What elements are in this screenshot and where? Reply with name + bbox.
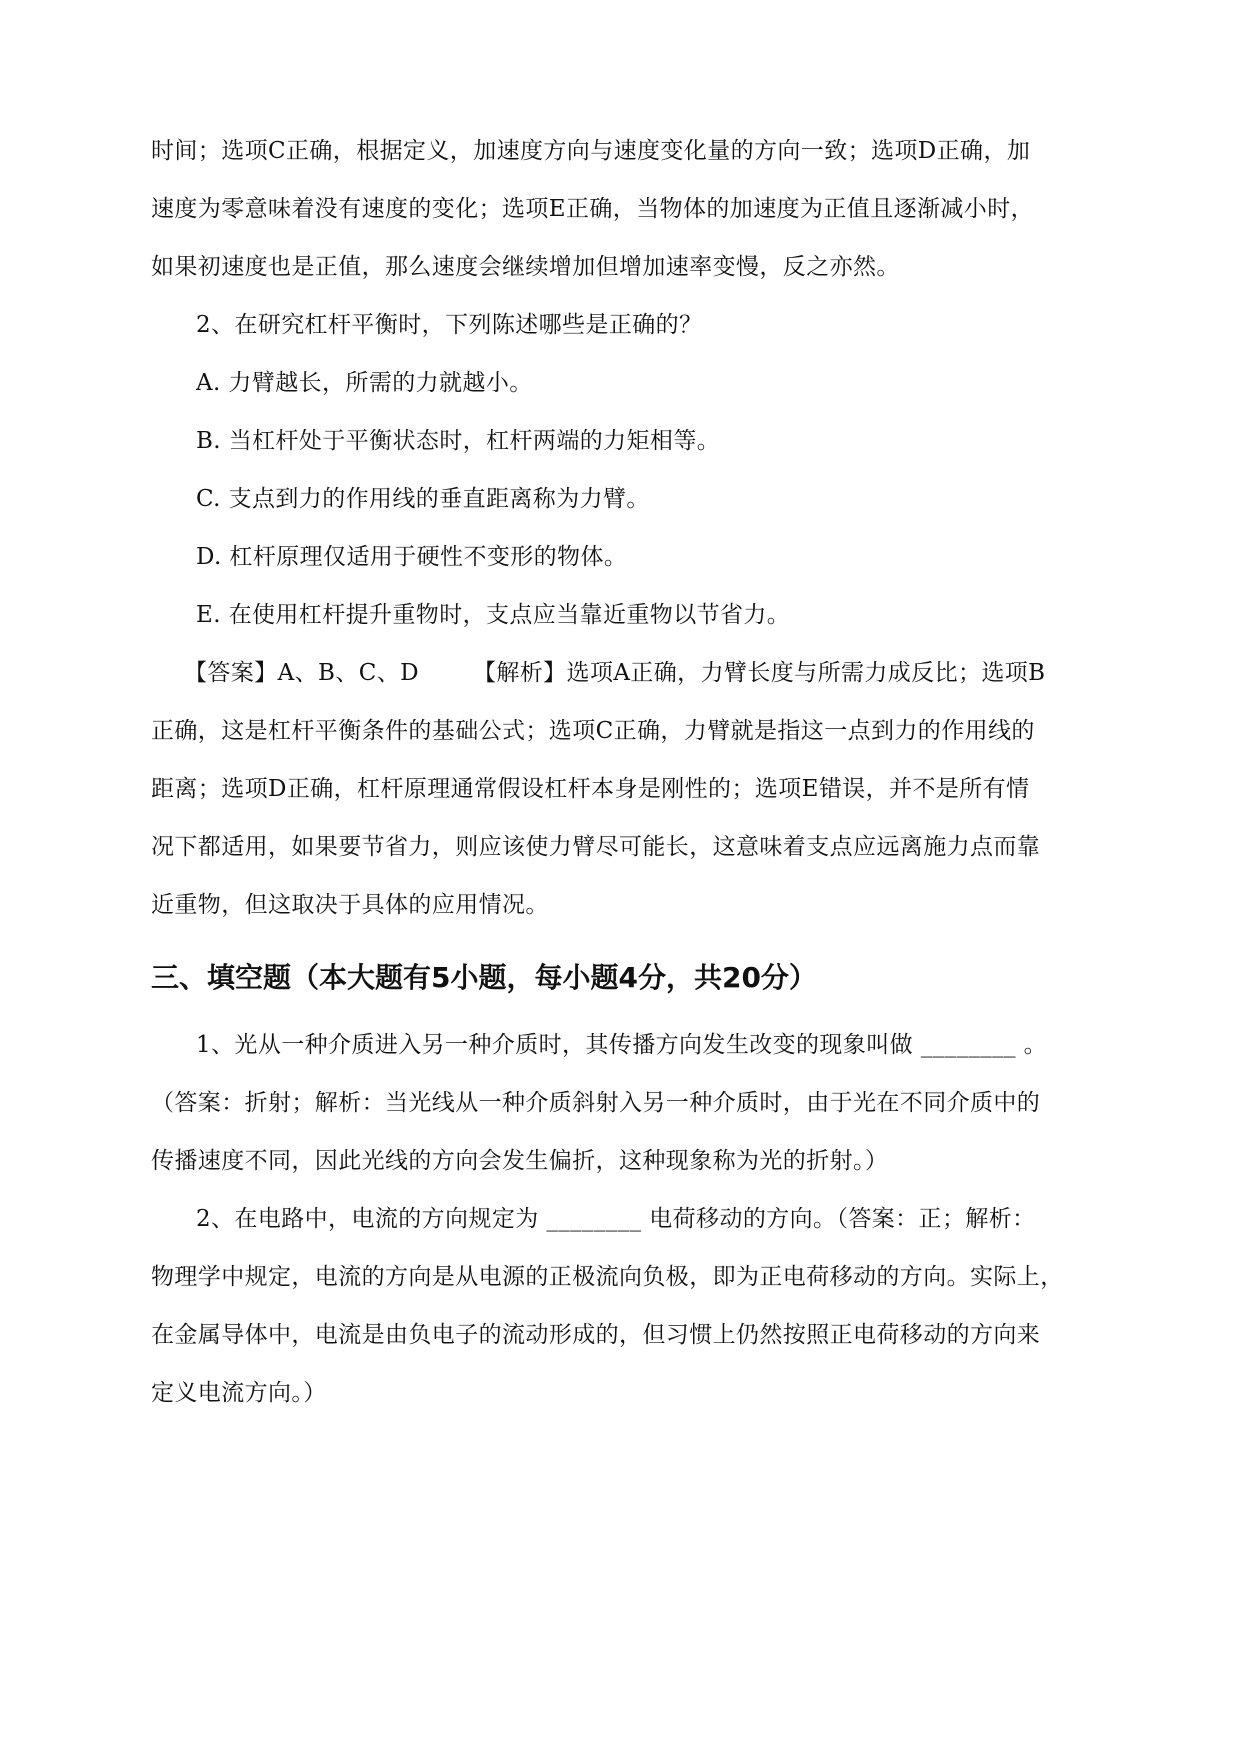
fill-question-2-line-1: 2、在电路中，电流的方向规定为 ________ 电荷移动的方向。（答案：正；解析： xyxy=(196,1206,1036,1232)
question-2-answer-line xyxy=(184,658,1045,688)
section-3-heading: 三、填空题（本大题有5小题，每小题4分，共20分） xyxy=(151,961,817,994)
fill-question-2-line-3: 在金属导体中，电流是由负电子的流动形成的，但习惯上仍然按照正电荷移动的方向来 xyxy=(151,1322,1041,1348)
question-2-option-d: D. 杠杆原理仅适用于硬性不变形的物体。 xyxy=(196,544,628,570)
fill-question-1-line-3: 传播速度不同，因此光线的方向会发生偏折，这种现象称为光的折射。） xyxy=(151,1148,889,1174)
question-2-analysis-line-4: 近重物，但这取决于具体的应用情况。 xyxy=(151,892,549,918)
prev-explanation-line-3: 如果初速度也是正值，那么速度会继续增加但增加速率变慢，反之亦然。 xyxy=(151,254,900,280)
fill-question-2-line-2: 物理学中规定，电流的方向是从电源的正极流向负极，即为正电荷移动的方向。实际上， xyxy=(151,1264,1064,1290)
question-2-answer: 【答案】A、B、C、D xyxy=(184,660,419,686)
question-2-option-e: E. 在使用杠杆提升重物时，支点应当靠近重物以节省力。 xyxy=(196,602,791,628)
question-2-analysis-start: 【解析】选项A正确，力臂长度与所需力成反比；选项B xyxy=(472,660,1046,686)
prev-explanation-line-1: 时间；选项C正确，根据定义，加速度方向与速度变化量的方向一致；选项D正确，加 xyxy=(151,138,1031,164)
question-2-analysis-line-2: 距离；选项D正确，杠杆原理通常假设杠杆本身是刚性的；选项E错误，并不是所有情 xyxy=(151,776,1030,802)
fill-question-1-line-2: （答案：折射；解析：当光线从一种介质斜射入另一种介质时，由于光在不同介质中的 xyxy=(151,1090,1041,1116)
prev-explanation-line-2: 速度为零意味着没有速度的变化；选项E正确，当物体的加速度为正值且逐渐减小时， xyxy=(151,196,1034,222)
question-2-option-c: C. 支点到力的作用线的垂直距离称为力臂。 xyxy=(196,486,650,512)
question-2-option-a: A. 力臂越长，所需的力就越小。 xyxy=(196,370,533,396)
question-2-analysis-line-3: 况下都适用，如果要节省力，则应该使力臂尽可能长，这意味着支点应远离施力点而靠 xyxy=(151,834,1041,860)
fill-question-2-line-4: 定义电流方向。） xyxy=(151,1380,327,1406)
question-2-analysis-line-1: 正确，这是杠杆平衡条件的基础公式；选项C正确，力臂就是指这一点到力的作用线的 xyxy=(151,718,1035,744)
question-2-stem: 2、在研究杠杆平衡时，下列陈述哪些是正确的？ xyxy=(196,312,703,338)
fill-question-1-line-1: 1、光从一种介质进入另一种介质时，其传播方向发生改变的现象叫做 ________ 。 xyxy=(196,1032,1048,1058)
question-2-option-b: B. 当杠杆处于平衡状态时，杠杆两端的力矩相等。 xyxy=(196,428,721,454)
